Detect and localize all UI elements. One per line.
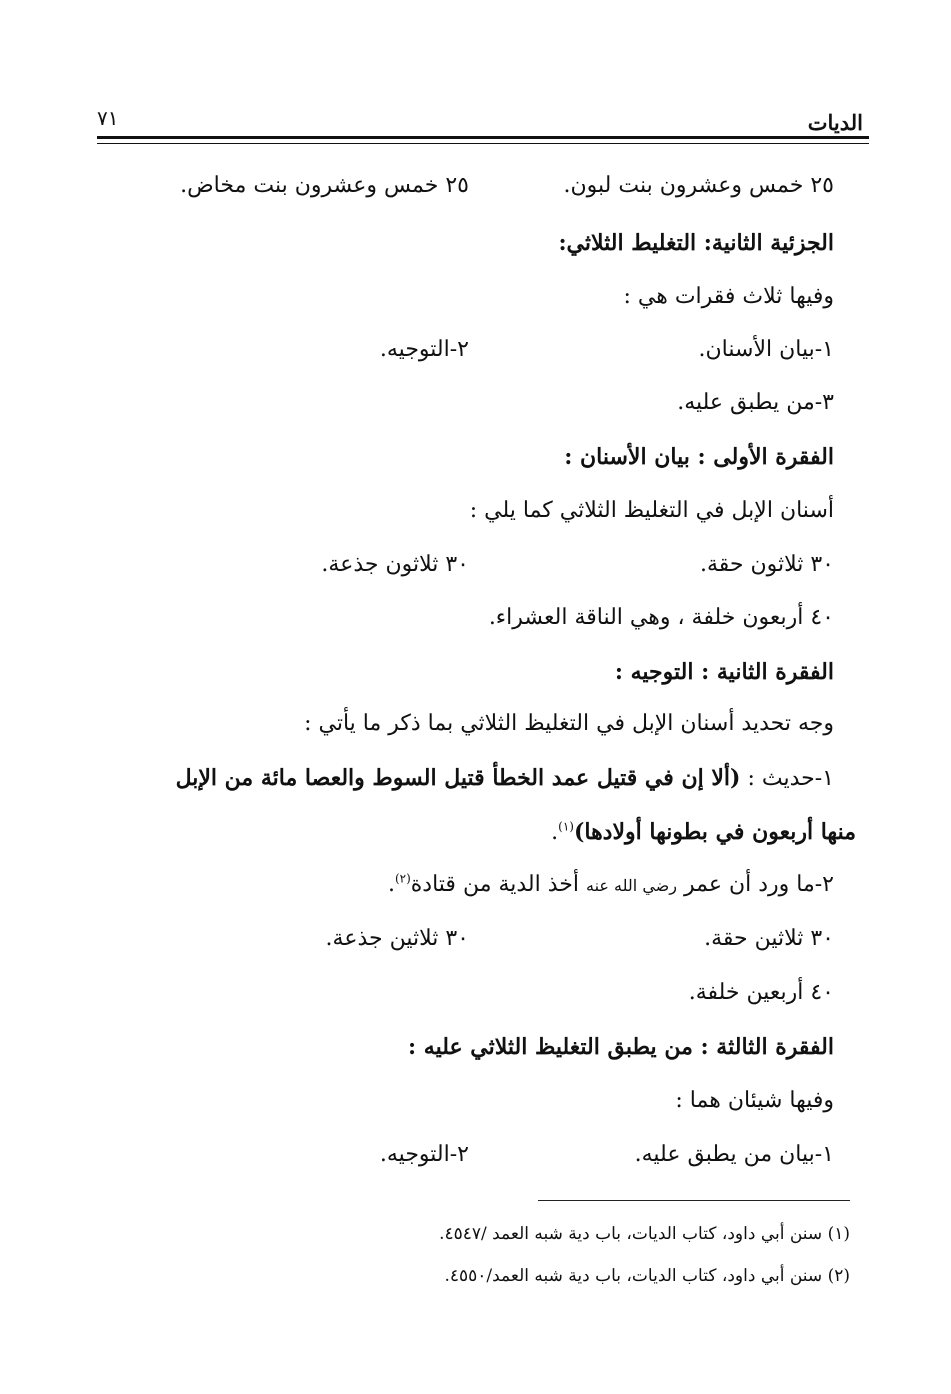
heading-paragraph-3: الفقرة الثالثة : من يطبق التغليظ الثلاثي عليه : bbox=[408, 1034, 834, 1060]
footnote-ref-1: (١) bbox=[558, 819, 574, 834]
hadith-prefix: ١-حديث : bbox=[747, 766, 834, 791]
paragraph-2-text: وجه تحديد أسنان الإبل في التغليظ الثلاثي بما ذكر ما يأتي : bbox=[304, 711, 834, 736]
hadith-line-1 bbox=[176, 764, 834, 794]
report-line bbox=[388, 871, 834, 900]
ages-line-30-col2: ٣٠ ثلاثون جذعة. bbox=[321, 552, 469, 577]
report-end: أخذ الدية من قتادة bbox=[410, 872, 579, 897]
heading-paragraph-1: الفقرة الأولى : بيان الأسنان : bbox=[564, 444, 834, 470]
honorific-glyph: رضي الله عنه bbox=[586, 876, 677, 895]
hadith-line-2 bbox=[551, 818, 856, 848]
heading-paragraph-2: الفقرة الثانية : التوجيه : bbox=[614, 659, 834, 685]
hadith-period: . bbox=[551, 820, 559, 845]
ages-line-30-col1: ٣٠ ثلاثون حقة. bbox=[699, 552, 834, 577]
ages-line-40: ٤٠ أربعون خلفة ، وهي الناقة العشراء. bbox=[488, 605, 834, 630]
list-item-2: ٢-التوجيه. bbox=[379, 337, 469, 362]
intro-part-2: وفيها ثلاث فقرات هي : bbox=[623, 284, 834, 309]
report-period: . bbox=[387, 872, 395, 897]
ages-line-25-col1: ٢٥ خمس وعشرون بنت لبون. bbox=[563, 173, 834, 198]
list-item-3-2: ٢-التوجيه. bbox=[379, 1142, 469, 1167]
page-number: ٧١ bbox=[97, 106, 119, 130]
ages-line-25-col2: ٢٥ خمس وعشرون بنت مخاض. bbox=[180, 173, 469, 198]
report-start: ٢-ما ورد أن عمر bbox=[683, 872, 834, 897]
ages-line-30b-col2: ٣٠ ثلاثين جذعة. bbox=[325, 926, 469, 951]
running-title: الديات bbox=[807, 110, 863, 135]
page-header bbox=[97, 100, 869, 148]
heading-part-2: الجزئية الثانية: التغليط الثلاثي: bbox=[558, 230, 834, 256]
hadith-text-2: منها أربعون في بطونها أولادها) bbox=[573, 819, 856, 845]
list-item-3-1: ١-بيان من يطبق عليه. bbox=[634, 1142, 834, 1167]
list-item-1: ١-بيان الأسنان. bbox=[698, 337, 834, 362]
header-rule-thick bbox=[97, 136, 869, 139]
list-item-3: ٣-من يطبق عليه. bbox=[677, 390, 834, 415]
footnote-separator bbox=[538, 1200, 850, 1201]
footnote-2: (٢) سنن أبي داود، كتاب الديات، باب دية شبه العمد/٤٥٥٠. bbox=[444, 1266, 850, 1286]
footnote-ref-2: (٢) bbox=[394, 871, 411, 886]
paragraph-1-text: أسنان الإبل في التغليظ الثلاثي كما يلي : bbox=[469, 498, 834, 523]
ages-line-30b-col1: ٣٠ ثلاثين حقة. bbox=[704, 926, 834, 951]
ages-line-40b: ٤٠ أربعين خلفة. bbox=[688, 980, 834, 1005]
hadith-text-1: (ألا إن في قتيل عمد الخطأ قتيل السوط والعصا مائة من الإبل bbox=[175, 765, 741, 791]
intro-paragraph-3: وفيها شيئان هما : bbox=[675, 1088, 834, 1113]
header-rule-thin bbox=[97, 143, 869, 144]
footnote-1: (١) سنن أبي داود، كتاب الديات، باب دية شبه العمد /٤٥٤٧. bbox=[439, 1224, 850, 1244]
